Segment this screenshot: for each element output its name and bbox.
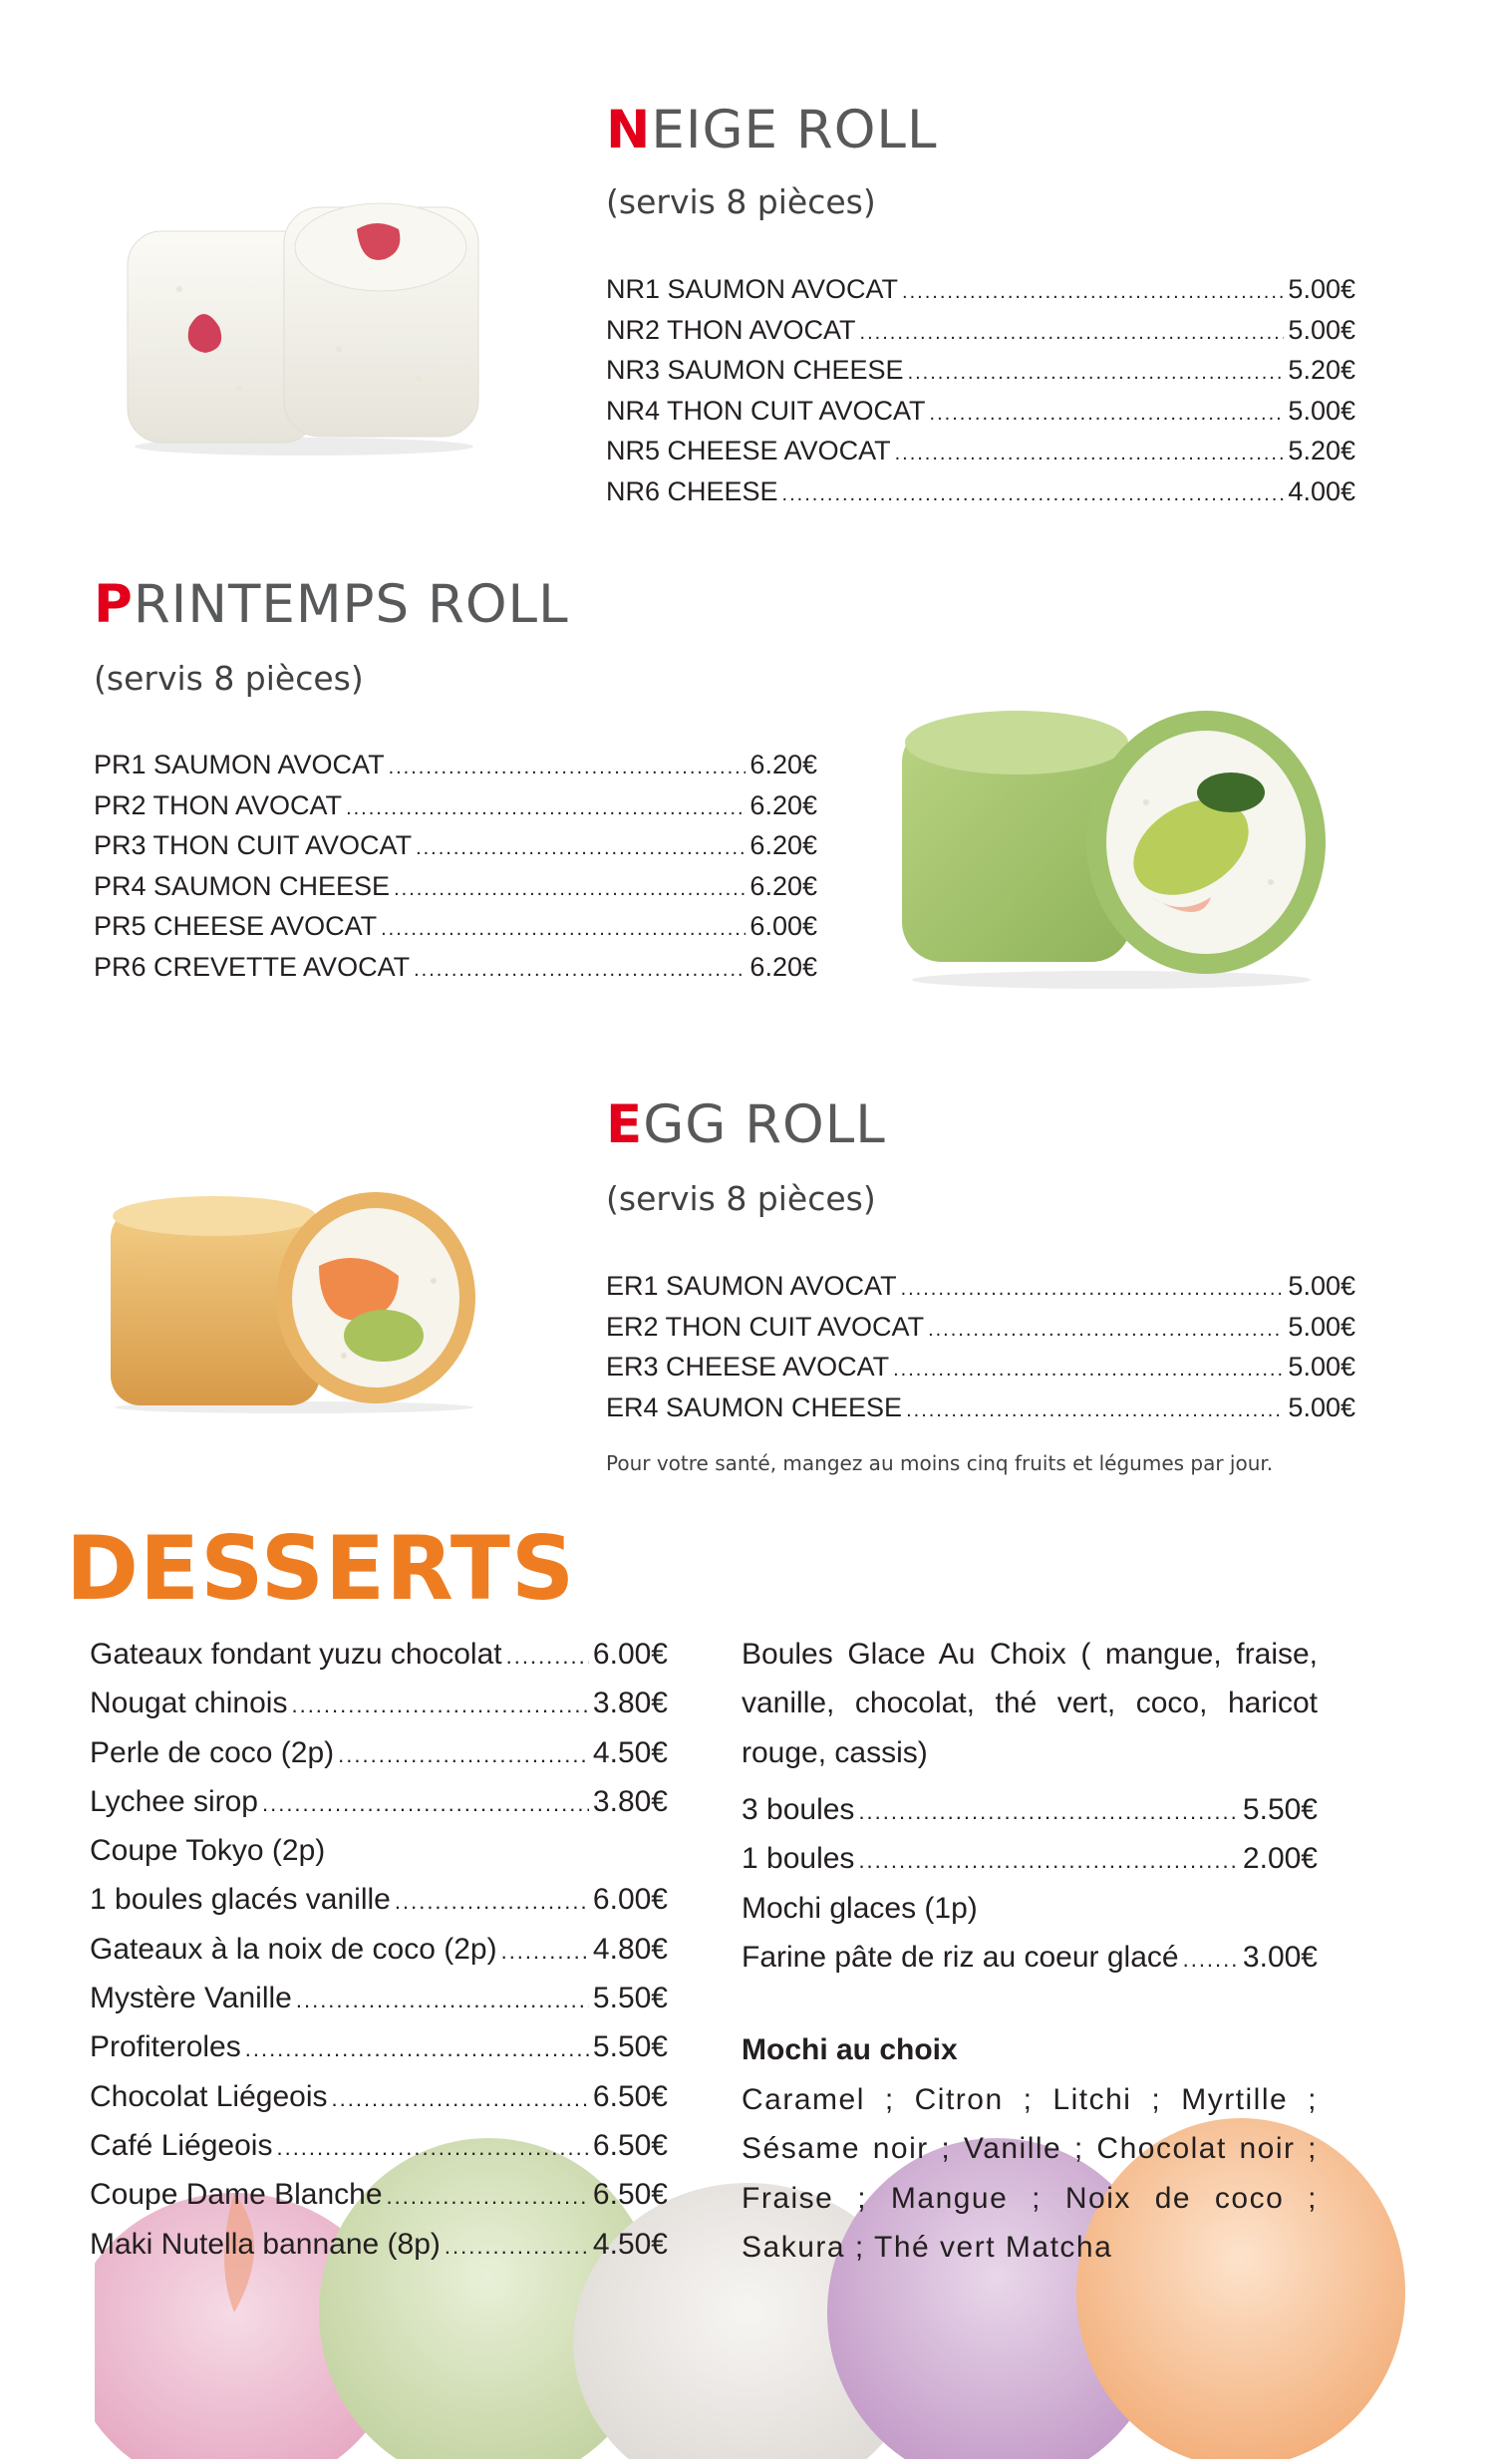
list-item	[90, 2022, 668, 2071]
leader-dots	[296, 1976, 589, 2022]
item-name: Coupe Tokyo (2p)	[90, 1834, 326, 1868]
leader-dots	[381, 909, 746, 947]
item-price: 4.80€	[592, 1932, 668, 1966]
item-name: 1 boules	[742, 1842, 855, 1876]
item-price: 6.50€	[592, 2079, 668, 2113]
leader-dots	[858, 1787, 1238, 1834]
item-name: Mystère Vanille	[90, 1982, 292, 2015]
list-item	[90, 1630, 668, 1679]
item-price: 5.00€	[1288, 314, 1355, 345]
leader-dots	[332, 2074, 589, 2121]
leader-dots	[262, 1779, 589, 1826]
leader-dots	[930, 394, 1285, 432]
title-initial: P	[94, 574, 134, 635]
item-name: PR3 THON CUIT AVOCAT	[94, 830, 413, 861]
item-name: ER2 THON CUIT AVOCAT	[606, 1311, 925, 1342]
item-name: Café Liégeois	[90, 2128, 273, 2162]
item-name: Lychee sirop	[90, 1784, 258, 1818]
desserts-left-list	[90, 1630, 668, 2269]
item-price: 5.50€	[592, 1982, 668, 2015]
item-price: 4.00€	[1288, 475, 1355, 506]
neige-roll-photo	[120, 189, 488, 459]
item-name: Gateaux à la noix de coco (2p)	[90, 1932, 497, 1966]
list-item	[606, 471, 1355, 512]
leader-dots	[395, 1877, 589, 1924]
leader-dots	[276, 2123, 588, 2170]
list-item	[606, 310, 1355, 351]
leader-dots	[902, 272, 1284, 310]
item-price: 6.20€	[749, 951, 817, 982]
item-name: NR5 CHEESE AVOCAT	[606, 436, 891, 466]
item-name: PR4 SAUMON CHEESE	[94, 870, 391, 901]
item-name: 3 boules	[742, 1793, 855, 1826]
list-item	[94, 745, 817, 785]
printemps-roll-photo	[892, 683, 1331, 992]
list-item	[94, 906, 817, 947]
item-name: Gateaux fondant yuzu chocolat	[90, 1638, 502, 1671]
leader-dots	[901, 1269, 1285, 1307]
list-item	[94, 825, 817, 866]
item-name: NR3 SAUMON CHEESE	[606, 355, 904, 386]
list-item	[90, 1728, 668, 1777]
item-name: PR6 CREVETTE AVOCAT	[94, 951, 411, 982]
item-price: 2.00€	[1242, 1842, 1318, 1876]
list-item	[742, 1834, 1318, 1883]
leader-dots	[860, 313, 1285, 351]
list-item	[90, 2170, 668, 2219]
list-item	[90, 2220, 668, 2269]
title-initial: N	[606, 100, 652, 160]
list-item	[90, 2072, 668, 2121]
list-item	[606, 1266, 1355, 1307]
leader-dots	[394, 869, 746, 907]
list-item	[90, 1679, 668, 1727]
item-price: 6.50€	[592, 2128, 668, 2162]
title-rest: EIGE ROLL	[651, 100, 938, 160]
item-name: NR2 THON AVOCAT	[606, 314, 856, 345]
leader-dots	[782, 474, 1285, 512]
leader-dots	[416, 828, 746, 866]
item-price: 3.00€	[1242, 1940, 1318, 1974]
leader-dots	[1183, 1935, 1239, 1982]
section-title-neige-roll	[606, 100, 938, 160]
leader-dots	[858, 1836, 1238, 1883]
item-name: PR1 SAUMON AVOCAT	[94, 750, 385, 779]
item-name: 1 boules glacés vanille	[90, 1883, 391, 1917]
list-item	[90, 1974, 668, 2022]
title-initial: E	[606, 1094, 644, 1155]
item-price: 3.80€	[592, 1784, 668, 1818]
item-name: Farine pâte de riz au coeur glacé	[742, 1940, 1179, 1974]
title-rest: GG ROLL	[643, 1094, 886, 1155]
item-name: NR4 THON CUIT AVOCAT	[606, 395, 926, 426]
item-name: PR2 THON AVOCAT	[94, 789, 343, 820]
mochi-choice-title: Mochi au choix	[742, 2033, 958, 2066]
item-price: 4.50€	[592, 2227, 668, 2261]
item-name: Profiteroles	[90, 2030, 241, 2064]
item-price: 5.20€	[1288, 436, 1355, 466]
list-item	[94, 947, 817, 988]
item-price: 6.20€	[749, 789, 817, 820]
health-note: Pour votre santé, mangez au moins cinq fruits et légumes par jour.	[606, 1451, 1274, 1475]
section-subtitle-neige-roll: (servis 8 pièces)	[606, 182, 876, 221]
printemps-roll-list	[94, 745, 817, 988]
list-item	[90, 1875, 668, 1924]
leader-dots	[908, 353, 1285, 391]
item-price: 3.80€	[592, 1687, 668, 1720]
leader-dots	[387, 2172, 589, 2219]
item-price: 6.50€	[592, 2178, 668, 2212]
list-item	[606, 350, 1355, 391]
item-name: Perle de coco (2p)	[90, 1735, 335, 1769]
item-price: 4.50€	[592, 1735, 668, 1769]
leader-dots	[928, 1310, 1284, 1348]
item-name: Coupe Dame Blanche	[90, 2178, 383, 2212]
item-name: Nougat chinois	[90, 1687, 288, 1720]
desserts-right-list	[742, 1785, 1318, 1982]
list-item	[606, 431, 1355, 471]
list-item	[742, 1884, 1318, 1933]
list-item	[90, 1826, 668, 1875]
item-price: 6.20€	[749, 870, 817, 901]
section-title-egg-roll	[606, 1094, 886, 1155]
leader-dots	[501, 1927, 589, 1974]
list-item	[90, 2121, 668, 2170]
neige-roll-list	[606, 269, 1355, 512]
item-price: 5.50€	[1242, 1793, 1318, 1826]
item-name: NR6 CHEESE	[606, 475, 778, 506]
item-price: 5.00€	[1288, 274, 1355, 304]
list-item	[606, 1347, 1355, 1387]
item-name: NR1 SAUMON AVOCAT	[606, 274, 899, 304]
item-name: PR5 CHEESE AVOCAT	[94, 911, 378, 942]
desserts-title: DESSERTS	[66, 1517, 576, 1620]
item-name: Maki Nutella bannane (8p)	[90, 2227, 441, 2261]
leader-dots	[506, 1632, 589, 1679]
list-item	[94, 866, 817, 907]
item-name: ER1 SAUMON AVOCAT	[606, 1271, 897, 1301]
list-item	[94, 785, 817, 826]
item-name: Chocolat Liégeois	[90, 2079, 328, 2113]
item-price: 6.00€	[592, 1638, 668, 1671]
leader-dots	[445, 2222, 589, 2269]
section-subtitle-egg-roll: (servis 8 pièces)	[606, 1179, 876, 1218]
leader-dots	[893, 1350, 1284, 1387]
item-price: 6.20€	[749, 750, 817, 779]
list-item	[742, 1933, 1318, 1982]
item-price: 6.20€	[749, 830, 817, 861]
title-rest: RINTEMPS ROLL	[133, 574, 569, 635]
leader-dots	[338, 1730, 589, 1777]
list-item	[606, 1387, 1355, 1428]
list-item	[742, 1785, 1318, 1834]
item-name: Mochi glaces (1p)	[742, 1891, 978, 1925]
leader-dots	[245, 2024, 589, 2071]
leader-dots	[291, 1681, 588, 1727]
egg-roll-list	[606, 1266, 1355, 1427]
leader-dots	[346, 788, 746, 826]
item-price: 5.00€	[1288, 1352, 1355, 1383]
list-item	[90, 1777, 668, 1826]
section-title-printemps-roll	[94, 574, 569, 635]
item-price: 5.50€	[592, 2030, 668, 2064]
item-price: 6.00€	[749, 911, 817, 942]
item-price: 5.00€	[1288, 1391, 1355, 1422]
list-item	[606, 391, 1355, 432]
item-name: ER4 SAUMON CHEESE	[606, 1391, 903, 1422]
leader-dots	[414, 950, 746, 988]
item-price: 5.00€	[1288, 1271, 1355, 1301]
item-name: ER3 CHEESE AVOCAT	[606, 1352, 890, 1383]
item-price: 5.00€	[1288, 395, 1355, 426]
section-subtitle-printemps-roll: (servis 8 pièces)	[94, 659, 364, 698]
list-item	[606, 269, 1355, 310]
item-price: 6.00€	[592, 1883, 668, 1917]
leader-dots	[895, 434, 1285, 471]
list-item	[606, 1307, 1355, 1348]
item-price: 5.00€	[1288, 1311, 1355, 1342]
mochi-choice-text: Caramel ; Citron ; Litchi ; Myrtille ; Sésame noir ; Vanille ; Chocolat noir ; Fraise ; Mangue ; Noix de coco ; Sakura ; Thé vert Matcha	[742, 2083, 1318, 2264]
leader-dots	[389, 748, 747, 785]
ice-cream-choice-intro: Boules Glace Au Choix ( mangue, fraise, vanille, chocolat, thé vert, coco, haricot rouge, cassis)	[742, 1638, 1318, 1769]
list-item	[90, 1925, 668, 1974]
item-price: 5.20€	[1288, 355, 1355, 386]
leader-dots	[906, 1390, 1284, 1428]
egg-roll-photo	[105, 1186, 483, 1415]
